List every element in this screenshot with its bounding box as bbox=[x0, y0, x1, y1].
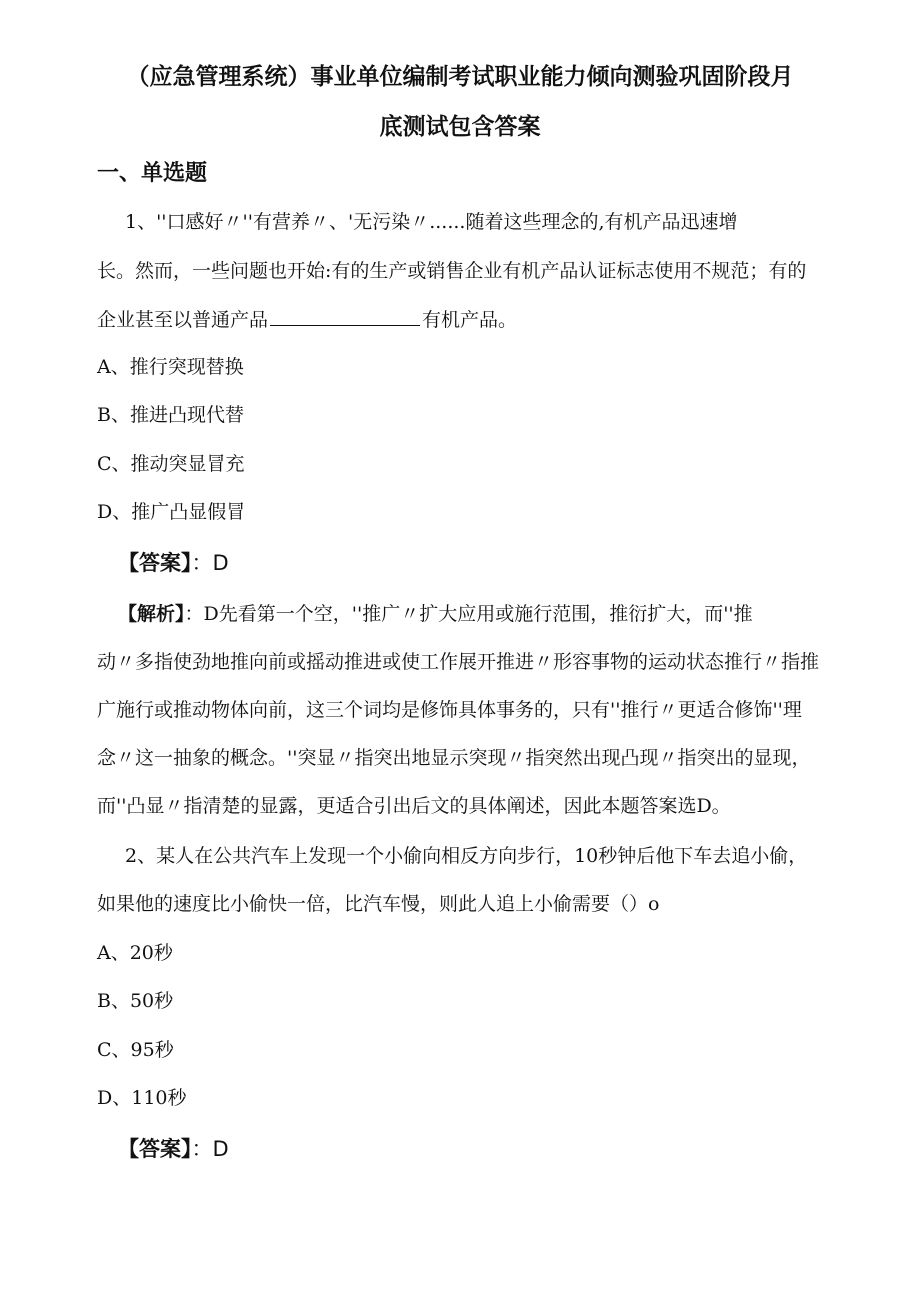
answer-value: ：D bbox=[191, 1137, 229, 1161]
question-1-line3-pre: 企业甚至以普通产品 bbox=[97, 309, 269, 331]
question-1-analysis-line1 bbox=[118, 599, 753, 626]
answer-label: 【答案】 bbox=[118, 551, 192, 575]
question-1-answer bbox=[118, 547, 229, 577]
document-title-line2: 底测试包含答案 bbox=[379, 114, 541, 140]
question-1-analysis-line4: 念〃这一抽象的概念。''突显〃指突出地显示突现〃指突然出现凸现〃指突出的显现， bbox=[97, 747, 811, 769]
section-heading: 一、单选题 bbox=[97, 161, 208, 186]
question-1-analysis-line5: 而''凸显〃指清楚的显露，更适合引出后文的具体阐述，因此本题答案选D。 bbox=[97, 795, 731, 817]
question-1-line3 bbox=[97, 305, 517, 332]
question-2-option-a: A、20秒 bbox=[97, 942, 173, 964]
fill-in-blank bbox=[270, 309, 420, 326]
analysis-label: 【解析】 bbox=[118, 603, 185, 625]
question-1-option-a: A、推行突现替换 bbox=[97, 356, 244, 378]
question-2-line2: 如果他的速度比小偷快一倍，比汽车慢，则此人追上小偷需要（）o bbox=[97, 893, 660, 915]
question-1-option-c: C、推动突显冒充 bbox=[97, 453, 245, 475]
question-1-analysis-line2: 动〃多指使劲地推向前或摇动推进或使工作展开推进〃形容事物的运动状态推行〃指推 bbox=[97, 651, 820, 673]
question-1-line1: 1、''口感好〃''有营养〃、'无污染〃......随着这些理念的,有机产品迅速增 bbox=[125, 211, 738, 233]
question-2-option-c: C、95秒 bbox=[97, 1039, 174, 1061]
answer-value: ：D bbox=[191, 551, 229, 575]
question-1-line2: 长。然而，一些问题也开始:有的生产或销售企业有机产品认证标志使用不规范；有的 bbox=[97, 260, 807, 282]
question-2-answer bbox=[118, 1133, 229, 1163]
question-2-option-b: B、50秒 bbox=[97, 990, 174, 1012]
question-2-option-d: D、110秒 bbox=[97, 1087, 187, 1109]
question-1-option-b: B、推进凸现代替 bbox=[97, 404, 244, 426]
question-1-option-d: D、推广凸显假冒 bbox=[97, 501, 246, 523]
answer-label: 【答案】 bbox=[118, 1137, 192, 1161]
question-1-analysis-line3: 广施行或推动物体向前，这三个词均是修饰具体事务的，只有''推行〃更适合修饰''理 bbox=[97, 699, 802, 721]
analysis-text-1: ：D先看第一个空，''推广〃扩大应用或施行范围，推衍扩大，而''推 bbox=[184, 603, 753, 625]
question-1-line3-post: 有机产品。 bbox=[422, 309, 518, 331]
document-title-line1: （应急管理系统）事业单位编制考试职业能力倾向测验巩固阶段月 bbox=[126, 64, 794, 90]
question-2-line1: 2、某人在公共汽车上发现一个小偷向相反方向步行，10秒钟后他下车去追小偷， bbox=[125, 845, 808, 867]
